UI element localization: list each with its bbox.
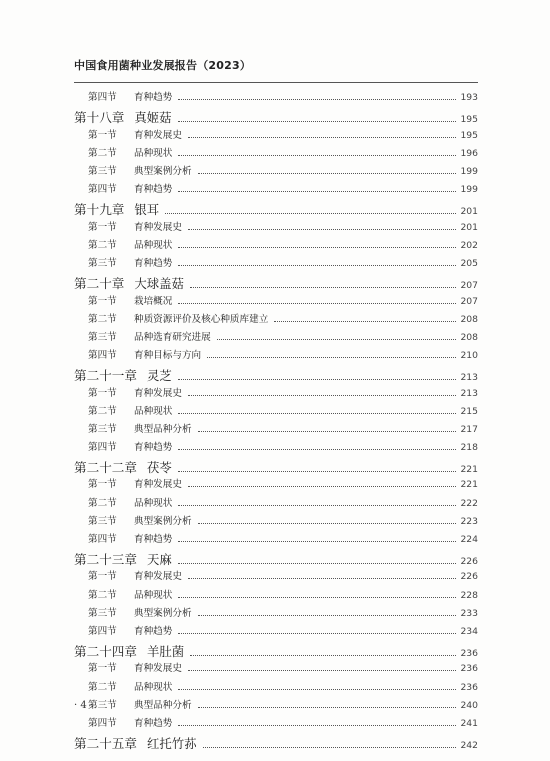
toc-section-entry [74,587,478,605]
section-number: 第三节 [88,257,117,269]
section-number: 第一节 [88,221,117,233]
toc-page-number: 199 [460,183,478,195]
section-title: 育种趋势 [134,92,173,103]
section-number: 第三节 [88,607,117,619]
toc-page-number: 234 [460,625,478,637]
toc-section-entry [74,311,478,329]
dot-leader [178,255,456,266]
section-number: 第四节 [88,625,117,637]
toc-section-entry [74,660,478,678]
section-number: 第一节 [88,295,117,307]
dot-leader [203,737,457,748]
dot-leader [188,219,456,230]
toc-page-number: 215 [460,405,478,417]
section-title: 典型品种分析 [134,699,192,711]
dot-leader [165,203,456,214]
section-number: 第三节 [88,165,117,177]
toc-page-number: 217 [460,423,478,435]
dot-leader [188,660,456,671]
section-number: 第三节 [88,515,117,527]
toc-section-entry [74,439,478,457]
chapter-title: 红托竹荪 [146,735,197,751]
toc-section-entry [74,127,478,145]
toc-chapter-entry [74,641,478,661]
section-title: 育种趋势 [134,183,173,195]
section-number: 第三节 [88,331,117,343]
toc-page-number: 236 [460,663,478,675]
toc-page-number: 213 [460,387,478,399]
dot-leader [178,369,457,380]
toc-page-number: 228 [460,589,478,601]
toc-section-entry [74,347,478,365]
toc-section-entry [74,219,478,237]
section-number: 第二节 [88,589,117,601]
dot-leader [178,293,456,304]
toc-page-number: 224 [460,533,478,545]
dot-leader [178,237,456,248]
toc-section-entry [74,89,478,107]
dot-leader [207,347,456,358]
toc-chapter-entry [74,733,478,753]
section-number: 第一节 [88,663,117,675]
section-title: 育种发展史 [134,479,182,491]
section-title: 育种发展史 [134,663,182,675]
dot-leader [274,311,456,322]
toc-page-number: 226 [460,555,478,567]
toc-page-number: 226 [460,571,478,583]
section-title: 典型案例分析 [134,607,192,619]
section-title: 育种趋势 [134,441,173,453]
toc-section-entry [74,679,478,697]
toc-page-number: 210 [460,349,478,361]
toc-section-entry [74,293,478,311]
section-title: 育种目标与方向 [134,349,202,361]
toc-page-number: 242 [460,739,478,751]
toc-page-number: 207 [460,279,478,291]
dot-leader [178,715,456,726]
toc-page-number: 223 [460,515,478,527]
page-number: · 4 · [74,700,94,711]
chapter-number: 第二十三章 [74,551,137,567]
dot-leader [178,111,457,122]
chapter-title: 羊肚菌 [146,643,185,659]
section-number: 第四节 [88,349,117,361]
toc-section-entry [74,255,478,273]
toc-section-entry [74,329,478,347]
toc-section-entry [74,181,478,199]
chapter-number: 第二十一章 [74,367,137,383]
dot-leader [190,645,456,656]
toc-section-entry [74,421,478,439]
toc-page-number: 208 [460,313,478,325]
section-number: 第二节 [88,239,117,251]
toc-page-number: 221 [460,463,478,475]
section-number: 第一节 [88,571,117,583]
section-title: 品种现状 [134,405,173,417]
toc-chapter-entry [74,365,478,385]
section-number: 第二节 [88,405,117,417]
toc-page-number: 222 [460,497,478,509]
toc-page-number: 202 [460,239,478,251]
section-title: 育种趋势 [134,717,173,729]
toc-section-entry [74,715,478,733]
toc-section-entry [74,163,478,181]
toc-page-number: 241 [460,717,478,729]
toc-section-entry [74,568,478,586]
toc-section-entry [74,476,478,494]
section-title: 育种发展史 [134,221,182,233]
toc-section-entry [74,403,478,421]
section-number: 第二节 [88,313,117,325]
toc-page-number: 208 [460,331,478,343]
toc-section-entry [74,697,478,715]
section-title: 典型案例分析 [134,515,192,527]
section-number: 第一节 [88,129,117,141]
section-number: 第一节 [88,387,117,399]
section-title: 育种发展史 [134,387,182,399]
dot-leader [178,623,456,634]
dot-leader [178,495,456,506]
toc-page-number: 195 [460,114,478,126]
toc-chapter-entry [74,549,478,569]
section-title: 品种现状 [134,589,173,601]
header-rule [74,82,478,83]
section-title: 栽培概况 [134,295,173,307]
dot-leader [190,277,457,288]
dot-leader [188,127,456,138]
dot-leader [198,163,457,174]
dot-leader [188,568,456,579]
dot-leader [178,89,456,100]
chapter-number: 第二十五章 [74,735,137,751]
dot-leader [188,385,456,396]
chapter-title: 大球盖菇 [134,275,184,291]
section-number: 第四节 [88,92,117,103]
chapter-number: 第二十二章 [74,459,137,475]
dot-leader [198,421,457,432]
toc-section-entry [74,145,478,163]
section-title: 品种现状 [134,147,173,159]
toc-page-number: 236 [460,647,478,659]
section-title: 典型案例分析 [134,165,192,177]
dot-leader [178,439,456,450]
table-of-contents [74,89,478,752]
dot-leader [198,513,457,524]
chapter-title: 茯苓 [146,459,172,475]
dot-leader [198,605,457,616]
toc-page-number: 207 [460,295,478,307]
section-title: 品种现状 [134,239,173,251]
dot-leader [178,181,456,192]
dot-leader [188,476,456,487]
toc-section-entry [74,513,478,531]
section-number: 第四节 [88,533,117,545]
section-title: 育种趋势 [134,257,173,269]
toc-page-number: 240 [460,699,478,711]
section-number: 第三节 [88,699,117,711]
chapter-title: 真姬菇 [134,110,172,126]
toc-page-number: 218 [460,441,478,453]
dot-leader [198,697,457,708]
chapter-number: 第二十四章 [74,643,137,659]
dot-leader [178,403,456,414]
chapter-number: 第十八章 [74,110,125,126]
dot-leader [178,145,456,156]
running-head: 中国食用菌种业发展报告（2023） [74,59,252,72]
dot-leader [217,329,457,340]
section-title: 品种现状 [134,497,173,509]
toc-page-number: 213 [460,371,478,383]
section-title: 育种趋势 [134,625,173,637]
chapter-title: 银耳 [134,202,160,218]
chapter-number: 第十九章 [74,202,125,218]
section-title: 育种趋势 [134,533,173,545]
toc-page-number: 201 [460,206,478,218]
chapter-title: 灵芝 [146,367,172,383]
section-number: 第四节 [88,441,117,453]
section-number: 第二节 [88,497,117,509]
toc-chapter-entry [74,107,478,127]
toc-section-entry [74,605,478,623]
section-number: 第二节 [88,147,117,159]
toc-page-number: 201 [460,221,478,233]
section-title: 育种发展史 [134,129,182,141]
toc-page-number: 221 [460,479,478,491]
dot-leader [178,553,457,564]
toc-page-number: 193 [460,92,478,103]
section-number: 第三节 [88,423,117,435]
section-number: 第四节 [88,717,117,729]
toc-page-number: 199 [460,165,478,177]
section-number: 第一节 [88,479,117,491]
toc-section-entry [74,385,478,403]
chapter-number: 第二十章 [74,275,125,291]
section-title: 种质资源评价及核心种质库建立 [134,313,269,325]
dot-leader [178,679,456,690]
toc-page-number: 205 [460,257,478,269]
section-number: 第二节 [88,681,117,693]
toc-chapter-entry [74,457,478,477]
toc-chapter-entry [74,199,478,219]
toc-chapter-entry [74,273,478,293]
section-title: 品种现状 [134,681,173,693]
section-title: 育种发展史 [134,571,182,583]
chapter-title: 天麻 [146,551,172,567]
toc-section-entry [74,623,478,641]
toc-page-number: 195 [460,129,478,141]
dot-leader [178,461,457,472]
section-number: 第四节 [88,183,117,195]
toc-section-entry [74,531,478,549]
dot-leader [178,531,456,542]
toc-page-number: 236 [460,681,478,693]
toc-section-entry [74,495,478,513]
toc-page-number: 233 [460,607,478,619]
dot-leader [178,587,456,598]
section-title: 品种选育研究进展 [134,331,211,343]
toc-section-entry [74,237,478,255]
section-title: 典型品种分析 [134,423,192,435]
toc-page-number: 196 [460,147,478,159]
